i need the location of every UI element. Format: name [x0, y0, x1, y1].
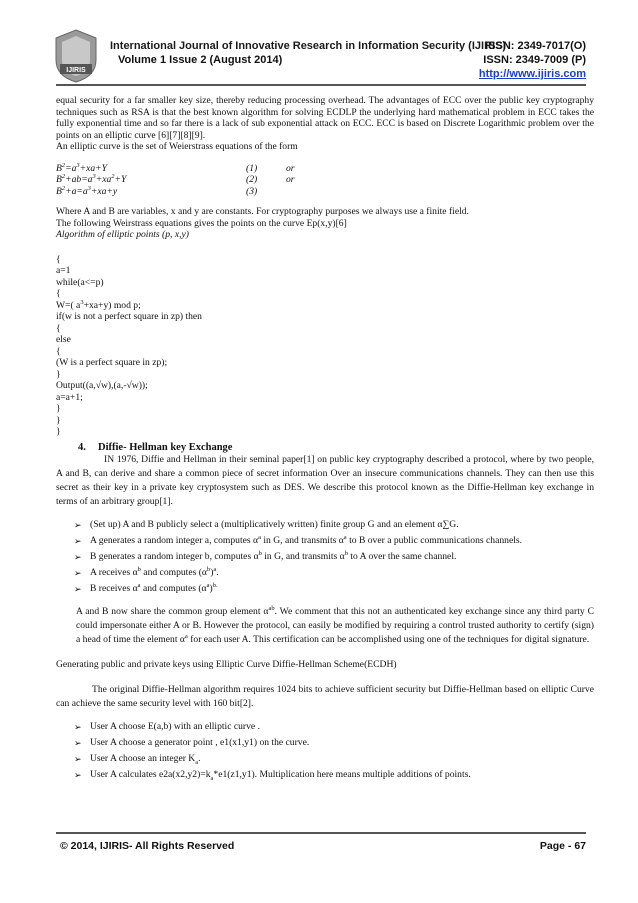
issn-online: ISSN: 2349-7017(O) [485, 40, 586, 52]
arrow-bullet-icon: ➢ [74, 769, 82, 780]
page-header [0, 0, 638, 80]
page-number: Page - 67 [539, 840, 586, 852]
ijiris-logo [50, 26, 102, 84]
list-item: ➢ User A choose an integer $K_a$. [74, 752, 201, 766]
list-item: ➢ (Set up) A and B publicly select a (multiplicatively written) finite group G and an element α∑G. [74, 517, 594, 533]
arrow-bullet-icon: ➢ [74, 753, 82, 764]
ecdh-steps-list [56, 719, 594, 783]
header-divider [56, 84, 586, 86]
intro-paragraph: equal security for a far smaller key size, thereby reducing processing overhead. The advantages of ECC over the public key cryptography techniques such as RSA is that the best known algorithm for solving ECDLP the underlying hard mathematical problem in ECC takes the fully exponential time and so far there is a lack of sub exponential attack on ECC. ECC is based on Discrete Logarithmic problem over the points on an elliptic curve [6][7][8][9]. [56, 95, 594, 141]
footer-divider [56, 832, 586, 834]
volume-issue: Volume 1 Issue 2 (August 2014) [118, 54, 283, 66]
arrow-bullet-icon: ➢ [74, 520, 82, 530]
arrow-bullet-icon: ➢ [74, 737, 82, 748]
ecdh-paragraph: The original Diffie-Hellman algorithm requires 1024 bits to achieve sufficient security but Diffie-Hellman based on elliptic Curve can achieve the same security level with 160 bit[2]. [56, 683, 594, 709]
ecdh-heading: Generating public and private keys using Elliptic Curve Diffie-Hellman Scheme(ECDH) [56, 659, 397, 670]
algorithm-code: { a=1 while(a<=p) { W=( $a^3+xa+y$) mod p; if(w is not a perfect square in zp) then { else { (W is a perfect square in zp); } Output((a,√w),(a,-√w)); a=a+1; } } } [56, 254, 594, 438]
code-w-line: W=( $a^3+xa+y$) mod p; [56, 298, 141, 311]
issn-print: ISSN: 2349-7009 (P) [483, 54, 586, 66]
journal-url-link[interactable]: http://www.ijiris.com [478, 68, 586, 80]
list-item: ➢ User A choose E(a,b) with an elliptic curve . [74, 719, 594, 735]
arrow-bullet-icon: ➢ [74, 552, 82, 562]
list-item: ➢ B receives $\alpha^a$ and computes $(\alpha^a)^{b.}$ [74, 581, 594, 597]
weirstrass-points-text: The following Weirstrass equations gives the points on the curve Ep(x,y)[6] [56, 217, 347, 229]
algorithm-title: Algorithm of elliptic points (p, x,y) [56, 229, 189, 240]
equation-3: $B^2+a=a^3+xa+y$ (3) [56, 184, 258, 197]
list-item: ➢ User A calculates $e2a(x2,y2)=k_a*e1(z1,y1)$. Multiplication here means multiple additions of points. [74, 768, 471, 782]
equation-2: $B^2+ab=a^3+xa^2+Y$ (2) or [56, 172, 295, 185]
journal-title: International Journal of Innovative Research in Information Security (IJIRIS) [110, 40, 507, 52]
equation-block [56, 163, 594, 198]
arrow-bullet-icon: ➢ [74, 568, 82, 578]
shared-element-paragraph: A and B now share the common group element $\alpha^{ab}$. We comment that this not an authenticated key exchange since any third party C could impersonate either A or B. However the protocol, can easily be modified by requiring a control trusted authority to certify (sign) a head of time the element $\alpha^a$ for each user A. This certification can be accomplished using one of the techniques for digital signature. [76, 604, 594, 645]
arrow-bullet-icon: ➢ [74, 536, 82, 546]
weierstrass-intro: An elliptic curve is the set of Weierstrass equations of the form [56, 141, 298, 152]
list-item: ➢ A receives $\alpha^b$ and computes $(\alpha^b)^a$. [74, 565, 594, 581]
arrow-bullet-icon: ➢ [74, 584, 82, 594]
equation-1: $B^2=a^3+xa+Y$ (1) or [56, 161, 295, 174]
section-heading: 4. Diffie- Hellman key Exchange [78, 441, 233, 453]
list-item: ➢ User A choose a generator point , e1(x1,y1) on the curve. [74, 735, 594, 751]
dh-steps-list [56, 517, 594, 597]
copyright-text: © 2014, IJIRIS- All Rights Reserved [60, 840, 235, 852]
arrow-bullet-icon: ➢ [74, 721, 82, 732]
variables-text: Where A and B are variables, x and y are constants. For cryptography purposes we always use a finite field. [56, 206, 469, 217]
list-item: ➢ B generates a random integer b, computes $\alpha^b$ in G, and transmits $\alpha^b$ to A over the same channel. [74, 549, 594, 565]
logo-text: IJIRIS [66, 67, 86, 74]
list-item: ➢ A generates a random integer a, computes $\alpha^a$ in G, and transmits $\alpha^a$ to B over a public communications channels. [74, 533, 594, 549]
diffie-hellman-paragraph: IN 1976, Diffie and Hellman in their seminal paper[1] on public key cryptography described a protocol, where by two people, A and B, can derive and share a common piece of secret information Over an insecure communications channels. They can then use this secret as their key in a private key cryptosystem such as DES. We describe this protocol known as the Diffie-Hellman key exchange in terms of an arbitrary group[1]. [56, 454, 594, 507]
page-body [56, 95, 594, 783]
